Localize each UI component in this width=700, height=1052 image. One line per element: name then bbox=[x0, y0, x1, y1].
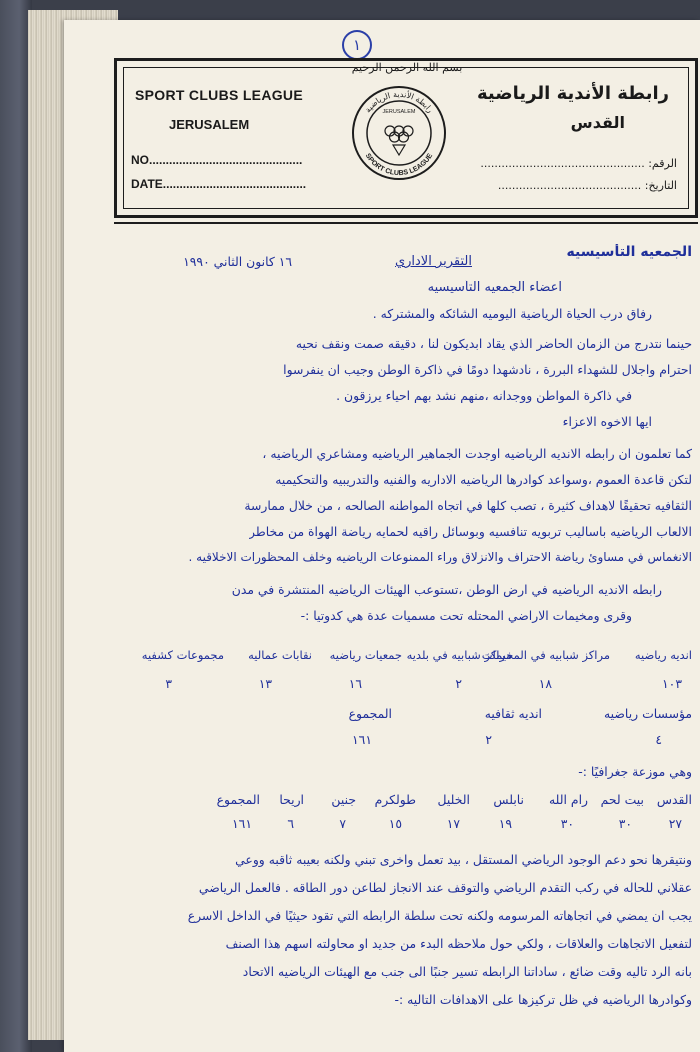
table3-header: الخليل bbox=[437, 792, 470, 807]
table1-header: مراكز شبابيه في بلديه bbox=[406, 648, 512, 662]
closing-line: لتفعيل الاتجاهات والعلاقات ، ولكي حول ملاحظه البدء من جديد او محاولته اسهم هذا الصنف bbox=[225, 936, 692, 951]
assembly-title: الجمعيه التأسيسيه bbox=[566, 244, 692, 260]
report-title: التقرير الاداري bbox=[394, 254, 472, 269]
table3-header: اريحا bbox=[279, 792, 304, 807]
table1-value: ٢ bbox=[455, 676, 462, 691]
table1-value: ١٦ bbox=[348, 676, 362, 691]
body-line: احترام واجلال للشهداء البررة ، نادشهدا دومًا في ذاكرة الوطن وجيب ان ينفرسوا bbox=[283, 362, 692, 377]
table1-value: ١٠٣ bbox=[662, 676, 682, 691]
table1-header: جمعيات رياضيه bbox=[329, 648, 402, 662]
table1-value: ٣ bbox=[165, 676, 172, 691]
table3-header: المجموع bbox=[216, 792, 260, 807]
league-name-en: SPORT CLUBS LEAGUE bbox=[135, 87, 303, 103]
table3-header: رام الله bbox=[549, 792, 588, 807]
table1-value: ١٣ bbox=[258, 676, 272, 691]
seal-text-city: JERUSALEM bbox=[382, 109, 416, 115]
body-line: وقرى ومخيمات الاراضي المحتله تحت مسميات عدة هي كدوتيا :- bbox=[300, 608, 632, 623]
seal-text-ar: رابطة الأندية الرياضية bbox=[363, 89, 435, 115]
body-line: الانغماس في مساوئ رياضة الاحتراف والانزلاق وراء الممنوعات الرياضيه وخلف المحظورات الاخلاقيه . bbox=[188, 550, 692, 564]
table2-header: المجموع bbox=[348, 706, 392, 721]
table3-value: ٣٠ bbox=[618, 816, 632, 831]
table3-value: ١٧ bbox=[446, 816, 460, 831]
table3-value: ٧ bbox=[339, 816, 346, 831]
report-date: ١٦ كانون الثاني ١٩٩٠ bbox=[183, 254, 292, 269]
table2-header: انديه ثقافيه bbox=[484, 706, 542, 721]
league-city-en: JERUSALEM bbox=[169, 117, 250, 132]
letterhead-box bbox=[114, 58, 698, 218]
table3-value: ٣٠ bbox=[560, 816, 574, 831]
table1-value: ١٨ bbox=[538, 676, 552, 691]
subtitle-line: رفاق درب الحياة الرياضية اليوميه الشائكه والمشتركه . bbox=[372, 306, 652, 321]
table3-value: ١٩ bbox=[498, 816, 512, 831]
seal-text-en: SPORT CLUBS LEAGUE bbox=[363, 152, 435, 178]
basmala: بسم الله الرحمن الرحيم bbox=[351, 61, 463, 74]
number-field-ar: الرقم: ............................................... bbox=[480, 157, 677, 170]
table3-header: نابلس bbox=[493, 792, 524, 807]
table2-value: ٢ bbox=[485, 732, 492, 747]
table3-header: جنين bbox=[331, 792, 356, 807]
table3-header: طولكرم bbox=[374, 792, 416, 807]
body-line: الثقافيه تحقيقًا لاهداف كثيرة ، تصب كلها في اتجاه المواطنه الصالحه ، من خلال ممارسة bbox=[244, 498, 692, 513]
greeting-line: اعضاء الجمعيه التأسيسيه bbox=[427, 280, 562, 295]
date-field-en: DATE........................................... bbox=[131, 177, 307, 191]
body-line: لتكن قاعدة العموم ،وسواعد كوادرها الرياضيه الاداريه والفنيه والتدريبيه والتحكيميه bbox=[275, 472, 692, 487]
league-name-ar: رابطة الأندية الرياضية bbox=[477, 83, 669, 104]
body-line: الالعاب الرياضيه باساليب تربويه تنافسيه وبوسائل راقيه لحمايه رياضة الهواة من مخاطر bbox=[249, 524, 692, 539]
table3-header: بيت لحم bbox=[600, 792, 644, 807]
closing-line: وكوادرها الرياضيه في ظل تركيزها على الاهدافات التاليه :- bbox=[394, 992, 692, 1007]
table3-value: ١٦١ bbox=[232, 816, 252, 831]
closing-line: يجب ان يمضي في اتجاهاته المرسومه ولكنه تحت سلطة الرابطه التي تقود حيثيًا في الداخل الاسرع bbox=[187, 908, 692, 923]
table2-value: ٤ bbox=[655, 732, 662, 747]
letterhead-bottom-rule bbox=[114, 222, 698, 224]
table1-header: مجموعات كشفيه bbox=[141, 648, 224, 662]
body-line: كما تعلمون ان رابطه الانديه الرياضيه اوجدت الجماهير الرياضيه ومشاعري الرياضيه ، bbox=[262, 446, 692, 461]
body-line: حينما نتدرج من الزمان الحاضر الذي يقاد ابديكون لنا ، دقيقه صمت ونقف نحيه bbox=[295, 336, 692, 351]
table3-value: ٢٧ bbox=[668, 816, 682, 831]
body-line: ايها الاخوه الاعزاء bbox=[562, 414, 652, 429]
table2-header: مؤسسات رياضيه bbox=[604, 706, 692, 721]
page-number: ١ bbox=[342, 30, 372, 60]
date-field-ar: التاريخ: ......................................... bbox=[497, 179, 677, 192]
closing-line: عقلاني للحاله في ركب التقدم الرياضي والتوقف عند الانجاز لطاعن دور الطاقه . فالعمل الرياضي bbox=[198, 880, 692, 895]
table2-value: ١٦١ bbox=[352, 732, 372, 747]
distribution-label: وهي موزعة جغرافيًا :- bbox=[578, 764, 692, 779]
league-city-ar: القدس bbox=[570, 113, 625, 132]
table1-header: مراكز شبابيه في المخيمات bbox=[481, 648, 610, 662]
table3-value: ٦ bbox=[287, 816, 294, 831]
table1-header: انديه رياضيه bbox=[634, 648, 692, 662]
league-seal-icon bbox=[349, 83, 449, 183]
number-field-en: NO.............................................. bbox=[131, 153, 303, 167]
closing-line: ونتيقرها نحو دعم الوجود الرياضي المستقل ، بيد تعمل واخرى تبني ولكنه بعيبه ثاقبه ووعي bbox=[235, 852, 692, 867]
closing-line: بانه الرد تاليه وقت ضائع ، ساداتنا الرابطه تسير جنبًا الى جنب مع الهيئات الرياضيه الاتحاد bbox=[242, 964, 692, 979]
table1-header: نقابات عماليه bbox=[248, 648, 312, 662]
table3-header: القدس bbox=[656, 792, 692, 807]
body-line: في ذاكرة المواطن ووجدانه ،منهم نشد بهم احياء يرزقون . bbox=[336, 388, 632, 403]
body-line: رابطه الانديه الرياضيه في ارض الوطن ،تستوعب الهيئات الرياضيه المنتشرة في مدن bbox=[231, 582, 662, 597]
table3-value: ١٥ bbox=[388, 816, 402, 831]
